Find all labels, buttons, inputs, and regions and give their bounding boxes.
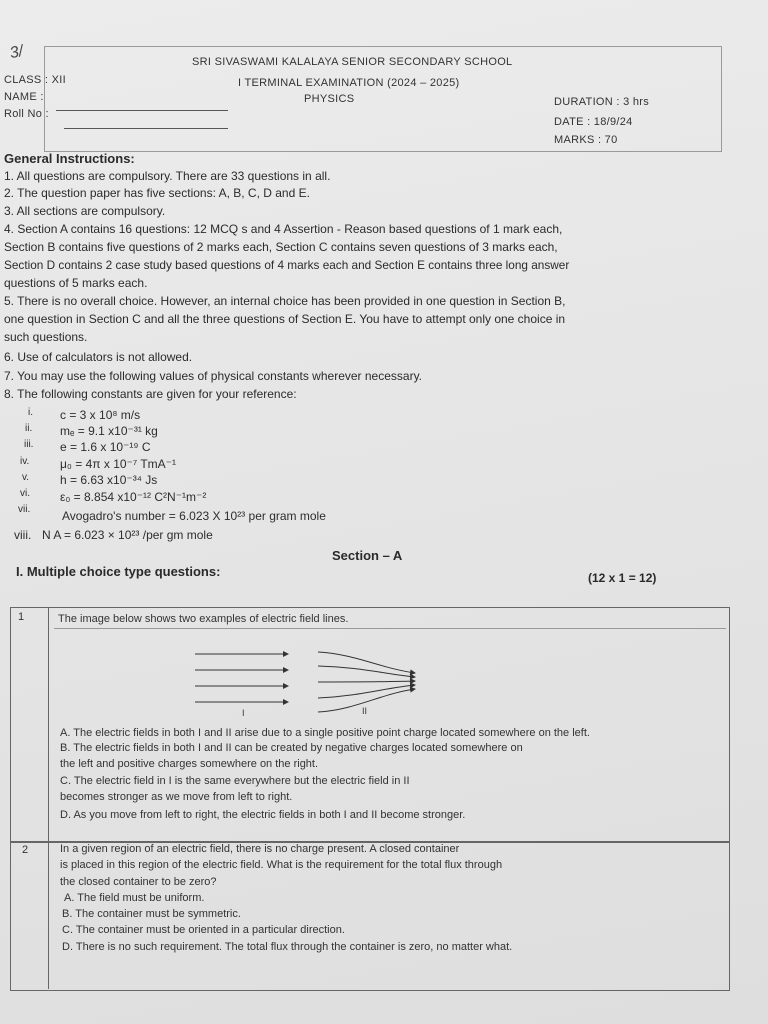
constant-text: N A = 6.023 × 10²³ /per gm mole [42, 528, 213, 542]
handwritten-mark: 3/ [8, 42, 25, 63]
question-1-stem: The image below shows two examples of electric field lines. [58, 613, 349, 625]
class-label: CLASS : XII [4, 74, 66, 86]
subject: PHYSICS [304, 93, 355, 105]
instructions-title: General Instructions: [4, 151, 135, 166]
constant-num: v. [22, 472, 30, 483]
name-label: NAME : [4, 91, 44, 103]
instruction-line: 3. All sections are compulsory. [4, 204, 166, 218]
duration: DURATION : 3 hrs [554, 96, 650, 108]
constant-text: h = 6.63 x10⁻³⁴ Js [60, 473, 158, 487]
constant-num: i. [28, 407, 33, 418]
question-2-option: C. The container must be oriented in a particular direction. [62, 924, 345, 936]
instruction-line: questions of 5 marks each. [4, 276, 148, 290]
marks: MARKS : 70 [554, 134, 618, 146]
question-2-option: A. The field must be uniform. [64, 892, 205, 904]
section-title: Section – A [332, 548, 403, 563]
section-heading: I. Multiple choice type questions: [16, 564, 221, 579]
constant-num: viii. [14, 528, 32, 542]
question-2-divider [48, 841, 49, 989]
instruction-line: Section B contains five questions of 2 marks each, Section C contains seven questions of 3 marks each, [4, 240, 558, 254]
question-1-option: the left and positive charges somewhere on the right. [60, 758, 319, 770]
question-1-number: 1 [18, 611, 25, 623]
section-marks: (12 x 1 = 12) [588, 571, 657, 585]
field-lines-figure [180, 640, 440, 720]
instruction-line: 5. There is no overall choice. However, an internal choice has been provided in one question in Section B, [4, 294, 566, 308]
constant-text: c = 3 x 10⁸ m/s [60, 408, 141, 422]
question-1-divider [48, 607, 49, 841]
instruction-line: 2. The question paper has five sections: A, B, C, D and E. [4, 186, 310, 200]
question-2-number: 2 [22, 844, 29, 856]
roll-label: Roll No : [4, 108, 49, 120]
instruction-line: 7. You may use the following values of physical constants wherever necessary. [4, 369, 423, 383]
question-1-option: C. The electric field in I is the same everywhere but the electric field in II [60, 775, 410, 787]
question-1-option: B. The electric fields in both I and II can be created by negative charges located somewhere on [60, 742, 523, 754]
question-2-stem: In a given region of an electric field, there is no charge present. A closed container [60, 843, 460, 855]
constant-text: mₑ = 9.1 x10⁻³¹ kg [60, 424, 158, 438]
constant-num: vii. [18, 504, 31, 515]
figure-label-1: I [242, 708, 245, 718]
school-name: SRI SIVASWAMI KALALAYA SENIOR SECONDARY SCHOOL [192, 56, 513, 68]
question-1-option: D. As you move from left to right, the electric fields in both I and II become stronger. [60, 809, 466, 821]
question-1-option: A. The electric fields in both I and II arise due to a single positive point charge located somewhere on the left. [60, 727, 590, 739]
instruction-line: 1. All questions are compulsory. There are 33 questions in all. [4, 169, 331, 183]
figure-label-2: II [362, 706, 368, 716]
question-2-option: B. The container must be symmetric. [62, 908, 241, 920]
instruction-line: 8. The following constants are given for your reference: [4, 387, 297, 401]
instruction-line: Section D contains 2 case study based questions of 4 marks each and Section E contains three long answer [4, 258, 570, 272]
instruction-line: one question in Section C and all the three questions of Section E. You have to attempt only one choice in [4, 312, 566, 326]
constant-text: Avogadro's number = 6.023 X 10²³ per gram mole [62, 509, 326, 523]
constant-text: ε₀ = 8.854 x10⁻¹² C²N⁻¹m⁻² [60, 490, 207, 504]
instruction-line: 6. Use of calculators is not allowed. [4, 350, 193, 364]
date: DATE : 18/9/24 [554, 116, 633, 128]
question-2-stem: the closed container to be zero? [60, 876, 217, 888]
name-underline [56, 110, 228, 111]
constant-num: vi. [20, 488, 30, 499]
question-2-option: D. There is no such requirement. The total flux through the container is zero, no matter what. [62, 941, 513, 953]
converging-field-lines [318, 652, 415, 712]
roll-underline [64, 128, 228, 129]
constant-num: iv. [20, 456, 30, 467]
question-2-stem: is placed in this region of the electric field. What is the requirement for the total flux through [60, 859, 503, 871]
question-1-option: becomes stronger as we move from left to right. [60, 791, 293, 803]
constant-num: ii. [25, 423, 33, 434]
exam-title: I TERMINAL EXAMINATION (2024 – 2025) [238, 77, 460, 89]
constant-text: μ₀ = 4π x 10⁻⁷ TmA⁻¹ [60, 457, 176, 471]
uniform-field-lines [195, 654, 288, 702]
instruction-line: such questions. [4, 330, 88, 344]
constant-text: e = 1.6 x 10⁻¹⁹ C [60, 440, 151, 454]
instruction-line: 4. Section A contains 16 questions: 12 MCQ s and 4 Assertion - Reason based questions of 1 mark each, [4, 222, 563, 236]
constant-num: iii. [24, 439, 34, 450]
